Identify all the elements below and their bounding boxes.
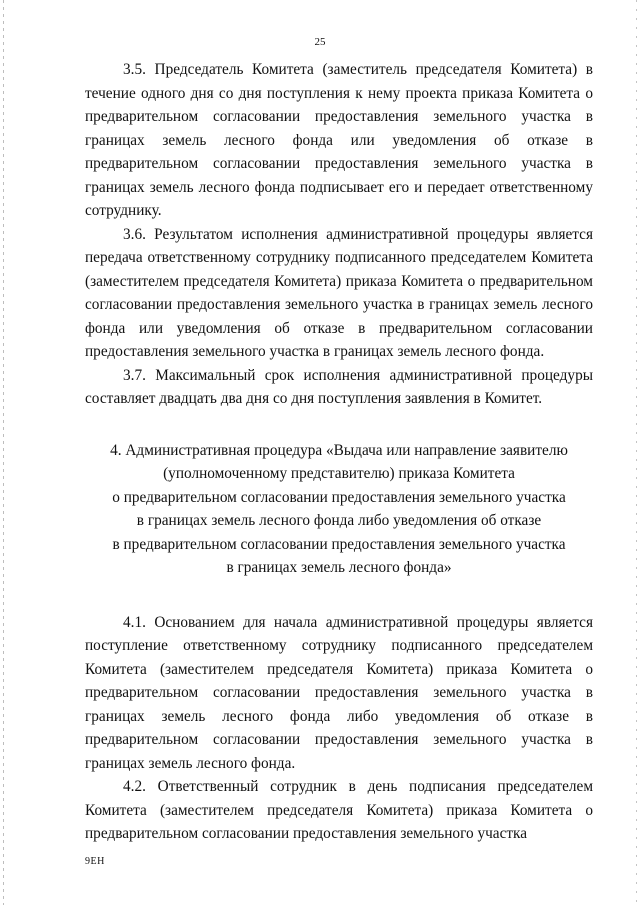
paragraph-4-2: 4.2. Ответственный сотрудник в день подписания председателем Комитета (заместителем председателя Комитета) приказа Комитета о предварительном согласовании предоставления земельного участка <box>85 778 593 842</box>
paragraph-4-1: 4.1. Основанием для начала административной процедуры является поступление ответственному сотруднику подписанного председателем Комитета (заместителем председателя Комитета) приказа Комитета о предварительном согласовании предоставления земельного участка в границах земель лесного фонда либо уведомления об отказе в предварительном согласовании предоставления земельного участка в границах земель лесного фонда. <box>85 613 593 772</box>
document-body <box>85 58 593 846</box>
page-number: 25 <box>314 36 326 48</box>
footer-code: 9ЕН <box>85 856 105 867</box>
scan-edge-right <box>636 0 637 905</box>
heading-line: (уполномоченному представителю) приказа Комитета <box>163 465 515 482</box>
paragraph-3-6: 3.6. Результатом исполнения административной процедуры является передача ответственному сотруднику подписанного председателем Комитета (заместителем председателя Комитета) приказа Комитета о предварительном согласовании предоставления земельного участка в границах земель лесного фонда или уведомления об отказе в предварительном согласовании предоставления земельного участка в границах земель лесного фонда. <box>85 225 593 360</box>
heading-line: о предварительном согласовании предоставления земельного участка <box>112 488 566 506</box>
scan-edge-left <box>3 0 4 905</box>
paragraph-3-5: 3.5. Председатель Комитета (заместитель председателя Комитета) в течение одного дня со дня поступления к нему проекта приказа Комитета о предварительном согласовании предоставления земельного участка в границах земель лесного фонда или уведомления об отказе в предварительном согласовании предоставления земельного участка в границах земель лесного фонда подписывает его и передает ответственному сотруднику. <box>85 61 593 219</box>
heading-line: 4. Административная процедура «Выдача или направление заявителю <box>110 441 568 459</box>
heading-line: в предварительном согласовании предоставления земельного участка <box>112 535 566 553</box>
paragraph-3-7: 3.7. Максимальный срок исполнения административной процедуры составляет двадцать два дня со дня поступления заявления в Комитет. <box>85 366 593 407</box>
heading-line: в границах земель лесного фонда» <box>226 559 452 576</box>
section-4-heading <box>85 439 593 580</box>
heading-line: в границах земель лесного фонда либо уведомления об отказе <box>136 512 542 529</box>
